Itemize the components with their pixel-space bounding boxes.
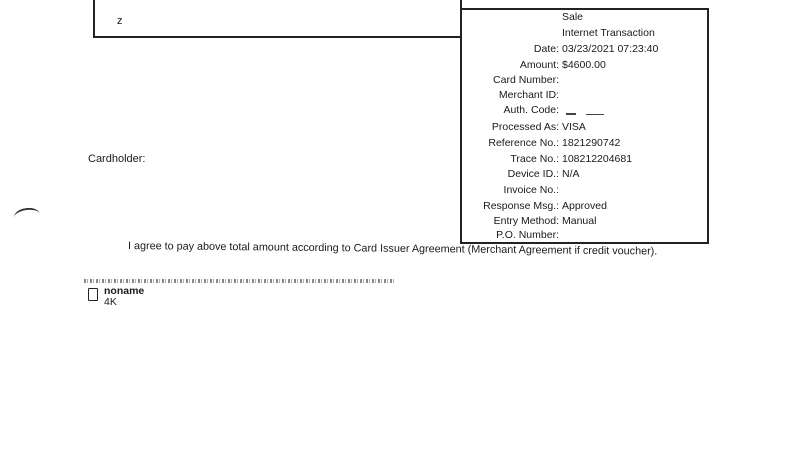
receipt-field-label: Response Msg.: xyxy=(483,200,559,212)
redaction-mark xyxy=(566,113,576,115)
receipt-field-label: Card Number: xyxy=(493,74,559,86)
scan-artifact-line xyxy=(84,279,394,283)
receipt-field-label: Auth. Code: xyxy=(503,104,559,116)
receipt-field-row xyxy=(462,89,707,104)
receipt-field-value: N/A xyxy=(562,168,580,180)
receipt-field-row xyxy=(462,215,707,230)
receipt-field-row xyxy=(462,104,707,119)
receipt-field-row xyxy=(462,168,707,183)
receipt-field-label: P.O. Number: xyxy=(496,229,559,241)
receipt-field-row xyxy=(462,184,707,199)
transaction-receipt-box xyxy=(460,8,709,244)
receipt-field-label: Invoice No.: xyxy=(503,184,559,196)
receipt-channel-row xyxy=(462,27,707,42)
receipt-field-label: Trace No.: xyxy=(510,153,559,165)
redaction-mark xyxy=(586,114,604,115)
receipt-type: Sale xyxy=(562,11,584,23)
agreement-text: I agree to pay above total amount according to Card Issuer Agreement (Merchant Agreement if credit voucher). xyxy=(127,240,658,258)
receipt-field-row xyxy=(462,59,707,74)
attachment-size: 4K xyxy=(104,296,117,308)
receipt-field-row xyxy=(462,200,707,215)
receipt-field-value: Approved xyxy=(562,200,607,212)
receipt-field-row xyxy=(462,137,707,152)
receipt-field-label: Entry Method: xyxy=(493,215,559,227)
attachment-file-icon[interactable] xyxy=(88,288,98,301)
receipt-field-label: Processed As: xyxy=(491,121,559,133)
receipt-field-value: 108212204681 xyxy=(562,153,633,165)
top-box-frame xyxy=(93,0,462,38)
receipt-field-row xyxy=(462,121,707,136)
receipt-field-value: VISA xyxy=(562,121,586,133)
receipt-field-row xyxy=(462,153,707,168)
cardholder-label: Cardholder: xyxy=(88,153,146,165)
receipt-field-value: 1821290742 xyxy=(562,137,621,149)
receipt-type-row xyxy=(462,11,707,26)
receipt-field-label: Amount: xyxy=(519,59,559,71)
signature-mark xyxy=(13,206,41,225)
receipt-field-label: Merchant ID: xyxy=(498,89,559,101)
receipt-field-row xyxy=(462,229,707,244)
receipt-channel: Internet Transaction xyxy=(562,27,655,39)
receipt-field-value: Manual xyxy=(562,215,597,227)
receipt-field-row xyxy=(462,74,707,89)
receipt-field-label: Reference No.: xyxy=(488,137,559,149)
receipt-field-row xyxy=(462,43,707,58)
receipt-field-label: Date: xyxy=(533,43,559,55)
top-box-letter: z xyxy=(117,15,123,27)
receipt-field-value: 03/23/2021 07:23:40 xyxy=(562,43,659,55)
receipt-field-value: $4600.00 xyxy=(562,59,606,71)
receipt-field-label: Device ID.: xyxy=(507,168,559,180)
attachment-name[interactable]: noname xyxy=(104,285,145,297)
